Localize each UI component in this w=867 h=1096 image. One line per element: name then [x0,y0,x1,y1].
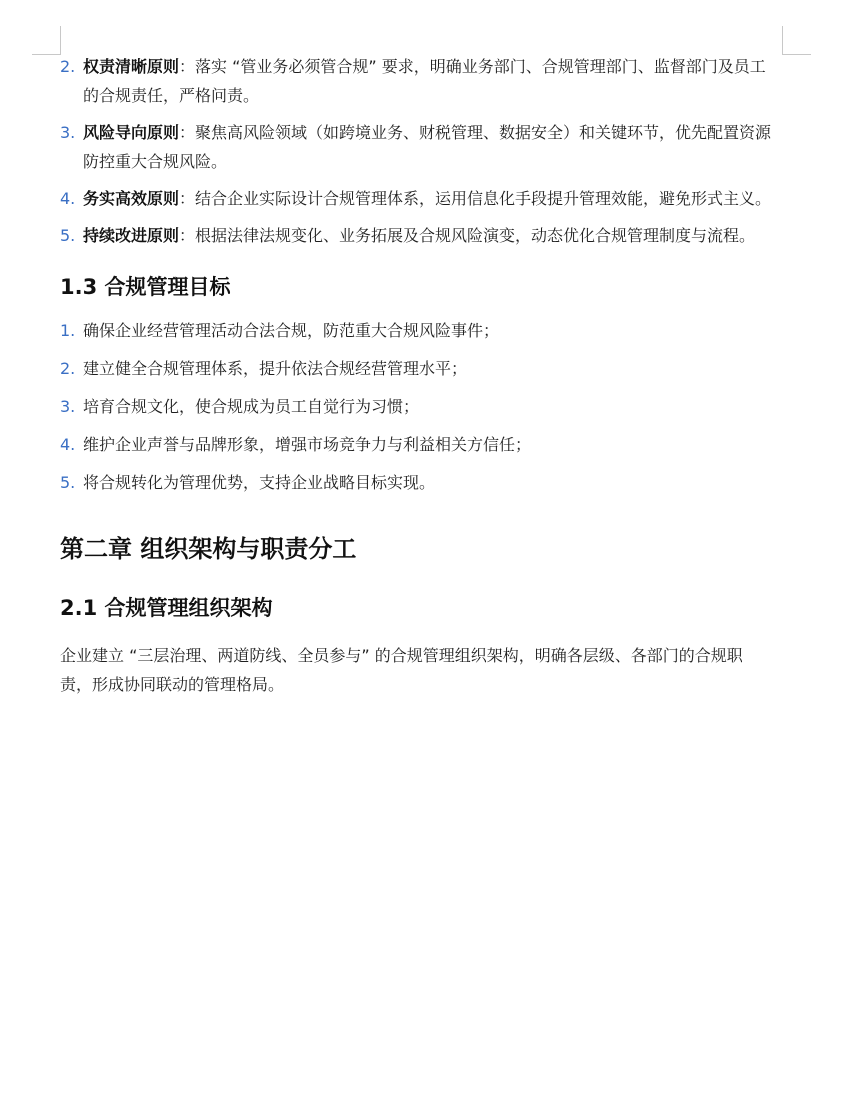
list-item [60,184,772,213]
principle-term: 务实高效原则 [83,189,180,208]
crop-mark-top-left [32,26,61,55]
goal-text: 确保企业经营管理活动合法合规，防范重大合规风险事件； [83,321,500,340]
principle-text: 落实 “管业务必须管合规” 要求，明确业务部门、合规管理部门、监督部门及员工的合规责任，严格问责。 [83,57,766,105]
list-number: 4. [60,435,76,454]
chapter-heading-2: 第二章 组织架构与职责分工 [60,535,357,563]
goal-text: 建立健全合规管理体系，提升依法合规经营管理水平； [83,359,468,378]
principles-list [60,52,772,250]
principle-text: 根据法律法规变化、业务拓展及合规风险演变，动态优化合规管理制度与流程。 [195,226,756,245]
principle-term: 权责清晰原则 [83,57,180,76]
section-heading-2-1: 2.1 合规管理组织架构 [60,596,273,620]
term-separator: ： [179,189,196,208]
crop-mark-top-right [782,26,811,55]
list-number: 5. [60,226,76,245]
list-number: 2. [60,359,76,378]
document-page [60,52,772,699]
list-number: 2. [60,57,76,76]
list-item [60,392,772,421]
list-item [60,354,772,383]
list-item [60,52,772,110]
body-paragraph: 企业建立 “三层治理、两道防线、全员参与” 的合规管理组织架构，明确各层级、各部门的合规职责，形成协同联动的管理格局。 [60,646,743,694]
goal-text: 培育合规文化，使合规成为员工自觉行为习惯； [83,397,420,416]
goal-text: 维护企业声誉与品牌形象，增强市场竞争力与利益相关方信任； [83,435,532,454]
term-separator: ： [179,123,196,142]
list-item [60,118,772,176]
list-number: 5. [60,473,76,492]
principle-term: 风险导向原则 [83,123,180,142]
list-number: 4. [60,189,76,208]
list-number: 1. [60,321,76,340]
list-item [60,430,772,459]
goal-text: 将合规转化为管理优势，支持企业战略目标实现。 [83,473,436,492]
term-separator: ： [179,57,196,76]
list-number: 3. [60,123,76,142]
principle-text: 结合企业实际设计合规管理体系，运用信息化手段提升管理效能，避免形式主义。 [195,189,772,208]
term-separator: ： [179,226,196,245]
principle-text: 聚焦高风险领域（如跨境业务、财税管理、数据安全）和关键环节，优先配置资源防控重大合规风险。 [83,123,772,171]
principle-term: 持续改进原则 [83,226,180,245]
section-heading-1-3: 1.3 合规管理目标 [60,275,231,299]
goals-list [60,316,772,497]
list-item [60,316,772,345]
list-number: 3. [60,397,76,416]
list-item [60,468,772,497]
list-item [60,221,772,250]
